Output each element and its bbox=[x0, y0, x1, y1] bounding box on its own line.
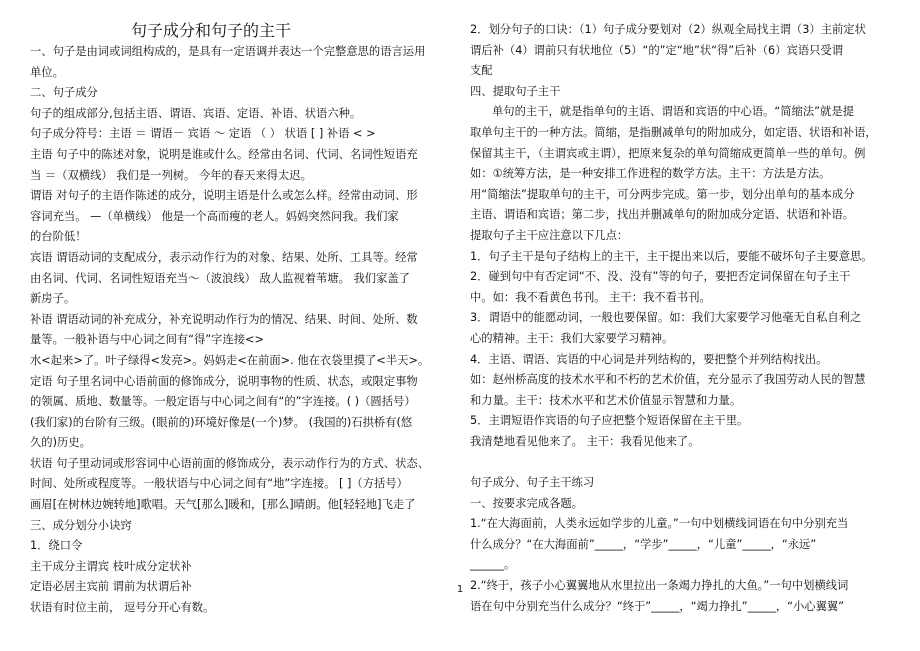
text-line: 画眉[在树林边婉转地]歌唱。天气[那么]暖和，[那么]晴朗。他[轻轻地]飞走了 bbox=[30, 498, 416, 512]
text-line: 一、句子是由词或词组构成的，是具有一定语调并表达一个完整意思的语言运用 bbox=[30, 45, 426, 58]
section-heading: 句子成分、句子主干练习 bbox=[470, 476, 595, 490]
text-line: 量等。一般补语与中心词之间有“得”字连接<> bbox=[30, 333, 264, 347]
exercise-line: 语在句中分别充当什么成分？“终于”_____，“竭力挣扎”_____，“小心翼翼” bbox=[470, 599, 845, 613]
rhyme-line: 主干成分主谓宾 枝叶成分定状补 bbox=[30, 559, 192, 573]
section-heading: 二、句子成分 bbox=[30, 86, 98, 100]
text-line: 支配 bbox=[470, 64, 493, 78]
text-line: 当 ＝（双横线） 我们是一列树。 今年的春天来得太迟。 bbox=[30, 168, 312, 182]
text-line: 宾语 谓语动词的支配成分，表示动作行为的对象、结果、处所、工具等。经常 bbox=[30, 250, 418, 264]
text-line: 主语 句子中的陈述对象，说明是谁或什么。经常由名词、代词、名词性短语充 bbox=[30, 147, 418, 161]
exercise-line: 什么成分？“在大海面前”_____，“学步”_____，“儿童”_____，“永远” bbox=[470, 537, 817, 551]
text-line: 水<起来>了。叶子绿得<发亮>。妈妈走<在前面>. 他在衣袋里摸了<半天>。 bbox=[30, 353, 430, 367]
text-line: 一、按要求完成各题。 bbox=[470, 496, 583, 510]
text-line: 单位。 bbox=[30, 65, 64, 79]
exercise-line: 1.“在大海面前，人类永远如学步的儿童。”一句中划横线词语在句中分别充当 bbox=[470, 517, 849, 531]
text-line: 如：赵州桥高度的技术水平和不朽的艺术价值，充分显示了我国劳动人民的智慧 bbox=[470, 373, 866, 387]
text-line: 容词充当。 —（单横线） 他是一个高而瘦的老人。妈妈突然问我。我们家 bbox=[30, 209, 399, 223]
section-heading: 四、提取句子主干 bbox=[470, 84, 561, 98]
text-line: 状语 句子里动词或形容词中心语前面的修饰成分，表示动作行为的方式、状态、 bbox=[30, 456, 429, 470]
text-line: 谓后补（4）谓前只有状地位（5）“的”定“地”状“得”后补（6）宾语只受谓 bbox=[470, 43, 843, 57]
rhyme-line: 定语必居主宾前 谓前为状谓后补 bbox=[30, 580, 192, 594]
text-line: 新房子。 bbox=[30, 292, 76, 306]
left-column bbox=[30, 20, 452, 619]
rhyme-line: 状语有时位主前， 逗号分开心有数。 bbox=[30, 601, 215, 615]
text-line: 提取句子主干应注意以下几点： bbox=[470, 228, 629, 242]
text-line: 句子成分符号：主语 ＝ 谓语－ 宾语 ～ 定语 （ ） 状语 [ ] 补语 < > bbox=[30, 127, 376, 141]
exercise-line: 2.“终于，孩子小心翼翼地从水里拉出一条竭力挣扎的大鱼。”一句中划横线词 bbox=[470, 579, 849, 593]
text-line: 2．碰到句中有否定词“不、没、没有”等的句子，要把否定词保留在句子主干 bbox=[470, 270, 851, 284]
text-line: 主语、谓语和宾语；第二步，找出并删减单句的附加成分定语、状语和补语。 bbox=[470, 208, 855, 222]
text-line: (我们家)的台阶有三级。(眼前的)环境好像是(一个)梦。 (我国的)石拱桥有(悠 bbox=[30, 415, 413, 429]
exercise-line: ______。 bbox=[470, 558, 516, 572]
text-line: 由名词、代词、名词性短语充当～（波浪线） 敌人监视着苇塘。 我们家盖了 bbox=[30, 271, 410, 285]
text-line: 如：①统筹方法，是一种安排工作进程的数学方法。主干：方法是方法。 bbox=[470, 167, 831, 181]
text-line: 中。如：我不看黄色书刊。 主干：我不看书刊。 bbox=[470, 290, 711, 304]
text-line: 心的精神。主干：我们大家要学习精神。 bbox=[470, 331, 674, 345]
page-number: 1 bbox=[456, 584, 464, 595]
text-line: 的领属、质地、数量等。一般定语与中心词之间有“的”字连接。( )（圆括号） bbox=[30, 395, 416, 409]
text-line: 保留其主干，（主谓宾或主谓），把原来复杂的单句简缩成更简单一些的单句。例 bbox=[470, 146, 866, 160]
blank-line bbox=[470, 452, 892, 473]
text-line: 3．谓语中的能愿动词，一般也要保留。如：我们大家要学习他毫无自私自利之 bbox=[470, 311, 862, 325]
text-line: 取单句主干的一种方法。简缩，是指删减单句的附加成分，如定语、状语和补语， bbox=[470, 125, 877, 139]
text-line: 的台阶低！ bbox=[30, 230, 87, 244]
section-heading: 三、成分划分小诀窍 bbox=[30, 518, 132, 532]
text-line: 句子的组成部分,包括主语、谓语、宾语、定语、补语、状语六种。 bbox=[30, 106, 362, 120]
text-line: 定语 句子里名词中心语前面的修饰成分，说明事物的性质、状态，或限定事物 bbox=[30, 374, 418, 388]
text-line: 久的)历史。 bbox=[30, 436, 91, 450]
text-line: 2．划分句子的口诀：（1）句子成分要划对（2）纵观全局找主谓（3）主前定状 bbox=[470, 23, 866, 36]
text-line: 1．句子主干是句子结构上的主干，主干提出来以后，要能不破坏句子主要意思。 bbox=[470, 249, 873, 263]
text-line: 5．主谓短语作宾语的句子应把整个短语保留在主干里。 bbox=[470, 414, 749, 428]
text-line: 单句的主干，就是指单句的主语、谓语和宾语的中心语。“简缩法”就是提 bbox=[492, 105, 854, 119]
text-line: 时间、处所或程度等。一般状语与中心词之间有“地”字连接。 [ ]（方括号） bbox=[30, 477, 408, 491]
text-line: 和力量。主干：技术水平和艺术价值显示智慧和力量。 bbox=[470, 393, 742, 407]
text-line: 我清楚地看见他来了。 主干：我看见他来了。 bbox=[470, 434, 700, 448]
text-line: 4．主语、谓语、宾语的中心词是并列结构的，要把整个并列结构找出。 bbox=[470, 352, 828, 366]
text-line: 1．绕口令 bbox=[30, 539, 83, 553]
text-line: 补语 谓语动词的补充成分，补充说明动作行为的情况、结果、时间、处所、数 bbox=[30, 312, 418, 326]
text-line: 用“简缩法”提取单句的主干，可分两步完成。第一步，划分出单句的基本成分 bbox=[470, 187, 855, 201]
page-title: 句子成分和句子的主干 bbox=[130, 21, 291, 40]
text-line: 谓语 对句子的主语作陈述的成分，说明主语是什么或怎么样。经常由动词、形 bbox=[30, 189, 418, 203]
right-column bbox=[470, 20, 892, 617]
